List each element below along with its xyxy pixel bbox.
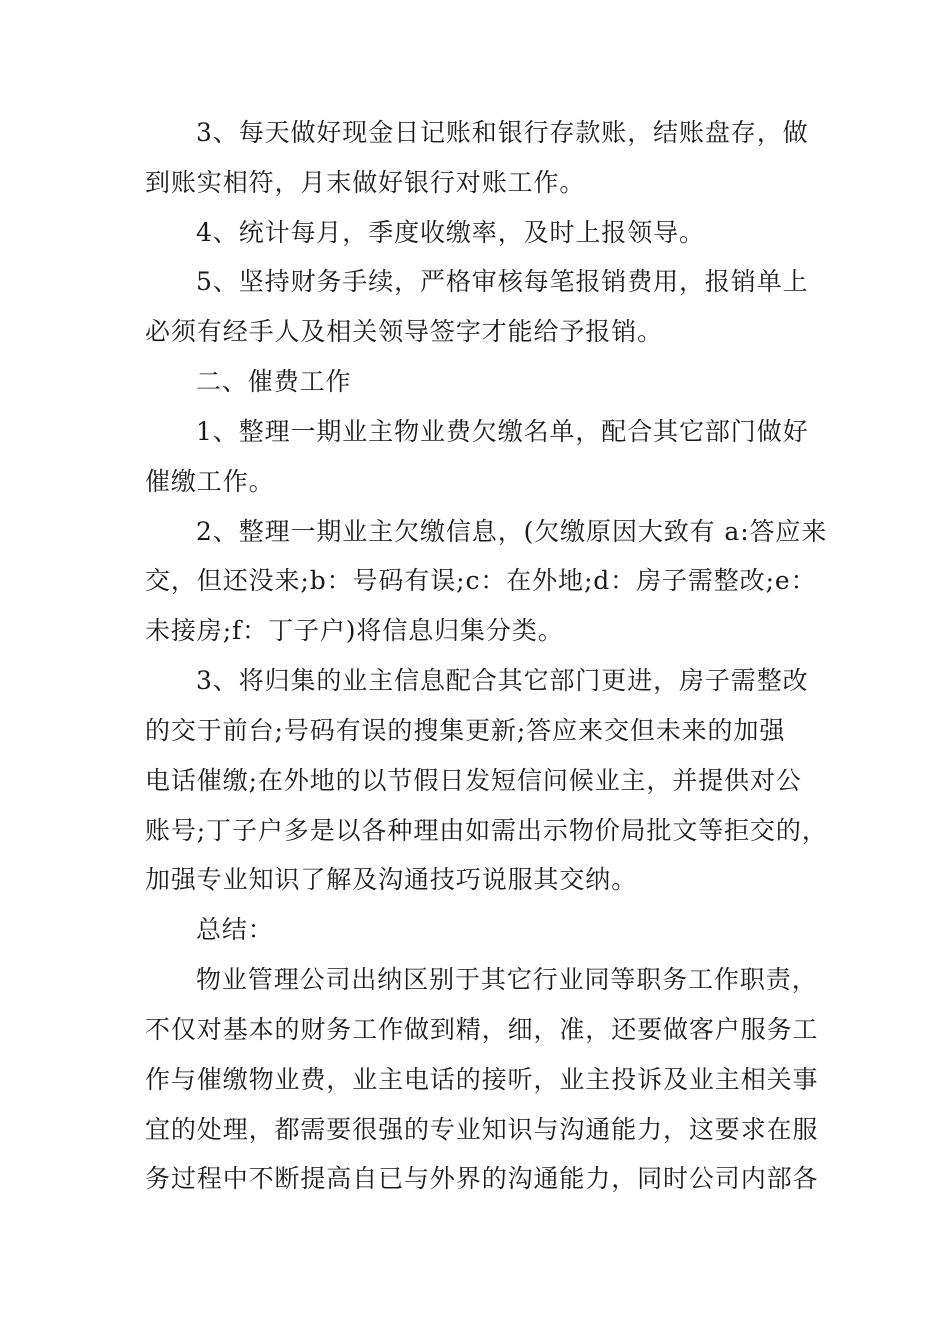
paragraph-line: 账号;丁子户多是以各种理由如需出示物价局批文等拒交的， [145, 816, 828, 845]
paragraph-line: 4、统计每月，季度收缴率，及时上报领导。 [196, 218, 705, 247]
paragraph-line: 的交于前台;号码有误的搜集更新;答应来交但未来的加强 [145, 716, 786, 745]
summary-heading: 总结： [196, 915, 274, 944]
section-heading: 二、催费工作 [196, 367, 352, 396]
paragraph-line: 作与催缴物业费，业主电话的接听，业主投诉及业主相关事 [145, 1065, 819, 1094]
paragraph-line: 3、将归集的业主信息配合其它部门更进，房子需整改 [196, 666, 809, 695]
paragraph-line: 到账实相符，月末做好银行对账工作。 [145, 168, 586, 197]
paragraph-line: 务过程中不断提高自已与外界的沟通能力，同时公司内部各 [145, 1164, 819, 1193]
paragraph-line: 不仅对基本的财务工作做到精，细，准，还要做客户服务工 [145, 1015, 819, 1044]
paragraph-line: 催缴工作。 [145, 467, 275, 496]
paragraph-line: 5、坚持财务手续，严格审核每笔报销费用，报销单上 [196, 267, 809, 296]
paragraph-line: 1、整理一期业主物业费欠缴名单，配合其它部门做好 [196, 417, 809, 446]
paragraph-line: 2、整理一期业主欠缴信息，(欠缴原因大致有 a:答应来 [196, 517, 828, 546]
paragraph-line: 加强专业知识了解及沟通技巧说服其交纳。 [145, 865, 638, 894]
paragraph-line: 未接房;f：丁子户)将信息归集分类。 [145, 616, 564, 645]
paragraph-line: 物业管理公司出纳区别于其它行业同等职务工作职责， [196, 965, 818, 994]
paragraph-line: 宜的处理，都需要很强的专业知识与沟通能力，这要求在服 [145, 1115, 819, 1144]
paragraph-line: 电话催缴;在外地的以节假日发短信问候业主，并提供对公 [145, 766, 802, 795]
paragraph-line: 交，但还没来;b：号码有误;c：在外地;d：房子需整改;e： [145, 566, 817, 595]
paragraph-line: 必须有经手人及相关领导签字才能给予报销。 [145, 317, 664, 346]
paragraph-line: 3、每天做好现金日记账和银行存款账，结账盘存，做 [196, 118, 809, 147]
